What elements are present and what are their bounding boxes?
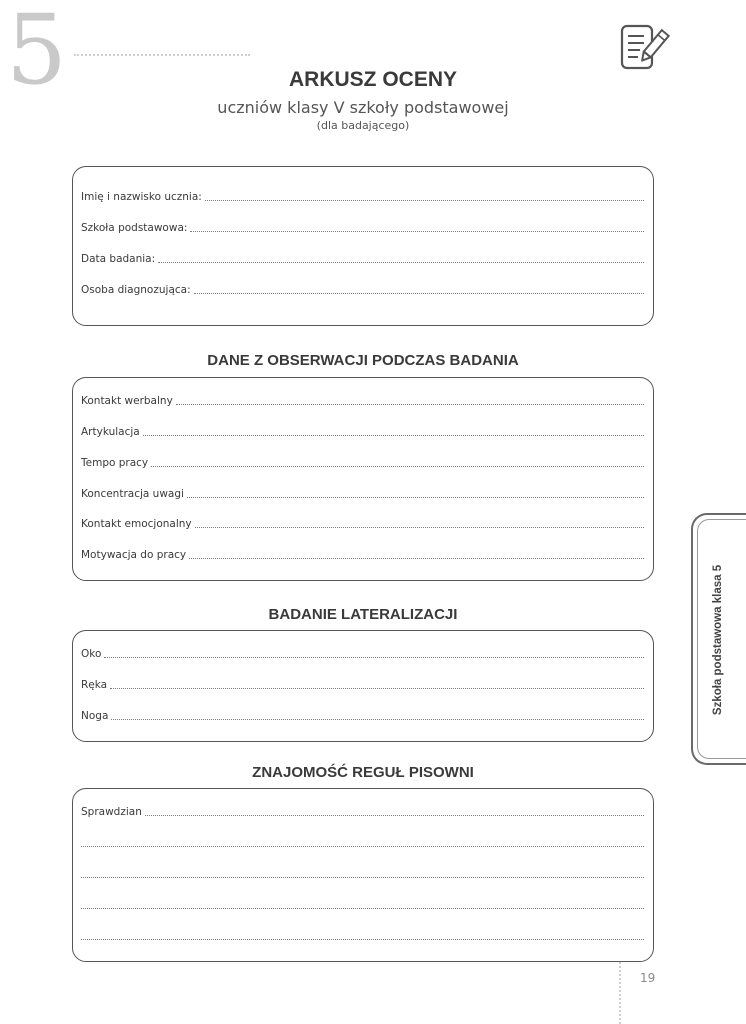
dotted-fill-line — [111, 719, 644, 720]
dotted-fill-line — [195, 527, 644, 528]
field-label: Oko — [81, 648, 102, 660]
form-field-blank-line[interactable] — [81, 834, 644, 850]
dotted-fill-line — [81, 846, 644, 847]
dotted-fill-line — [176, 404, 644, 405]
form-field-articulation[interactable] — [81, 423, 644, 439]
field-label: Noga — [81, 710, 109, 722]
field-label: Osoba diagnozująca: — [81, 284, 191, 296]
form-field-eye[interactable] — [81, 645, 644, 661]
side-tab-text: Szkoła podstawowa klasa 5 — [712, 564, 724, 716]
field-label: Artykulacja — [81, 426, 140, 438]
form-field-blank-line[interactable] — [81, 865, 644, 881]
dotted-fill-line — [189, 558, 644, 559]
dotted-fill-line — [110, 688, 644, 689]
observation-box — [72, 377, 654, 581]
page-subtitle: uczniów klasy V szkoły podstawowej — [217, 98, 509, 117]
lateralization-box — [72, 630, 654, 742]
lateralization-section-title: BADANIE LATERALIZACJI — [268, 606, 458, 623]
form-field-examiner[interactable] — [81, 281, 644, 297]
dotted-fill-line — [104, 657, 644, 658]
dotted-fill-line — [81, 939, 644, 940]
form-field-verbal-contact[interactable] — [81, 392, 644, 408]
field-label: Koncentracja uwagi — [81, 488, 184, 500]
dotted-fill-line — [158, 262, 644, 263]
form-field-test[interactable] — [81, 803, 644, 819]
decorative-dotted-line — [74, 54, 250, 56]
page-number: 19 — [640, 971, 656, 985]
form-field-motivation[interactable] — [81, 546, 644, 562]
field-label: Kontakt emocjonalny — [81, 518, 192, 530]
field-label: Sprawdzian — [81, 806, 142, 818]
dotted-fill-line — [194, 293, 644, 294]
dotted-fill-line — [81, 877, 644, 878]
field-label: Szkoła podstawowa: — [81, 222, 188, 234]
dotted-fill-line — [81, 908, 644, 909]
dotted-fill-line — [187, 497, 644, 498]
form-field-work-pace[interactable] — [81, 454, 644, 470]
dotted-fill-line — [143, 435, 644, 436]
form-field-date[interactable] — [81, 250, 644, 266]
observation-section-title: DANE Z OBSERWACJI PODCZAS BADANIA — [207, 352, 519, 369]
spelling-section-title: ZNAJOMOŚĆ REGUŁ PISOWNI — [252, 764, 474, 781]
field-label: Data badania: — [81, 253, 156, 265]
field-label: Kontakt werbalny — [81, 395, 173, 407]
field-label: Motywacja do pracy — [81, 549, 187, 561]
page-note: (dla badającego) — [316, 119, 410, 132]
form-field-school[interactable] — [81, 219, 644, 235]
form-field-blank-line[interactable] — [81, 896, 644, 912]
dotted-fill-line — [145, 815, 644, 816]
form-field-leg[interactable] — [81, 707, 644, 723]
dotted-fill-line — [205, 200, 644, 201]
form-field-emotional-contact[interactable] — [81, 515, 644, 531]
decorative-vertical-dots — [619, 962, 621, 1024]
dotted-fill-line — [151, 466, 644, 467]
page-title: ARKUSZ OCENY — [288, 68, 457, 91]
student-info-box — [72, 166, 654, 326]
form-field-blank-line[interactable] — [81, 927, 644, 943]
form-field-hand[interactable] — [81, 676, 644, 692]
field-label: Tempo pracy — [81, 457, 149, 469]
document-pencil-icon — [618, 22, 670, 74]
dotted-fill-line — [190, 231, 644, 232]
chapter-number: 5 — [6, 0, 68, 106]
form-field-concentration[interactable] — [81, 485, 644, 501]
field-label: Imię i nazwisko ucznia: — [81, 191, 202, 203]
field-label: Ręka — [81, 679, 108, 691]
spelling-box — [72, 788, 654, 962]
form-field-name[interactable] — [81, 188, 644, 204]
